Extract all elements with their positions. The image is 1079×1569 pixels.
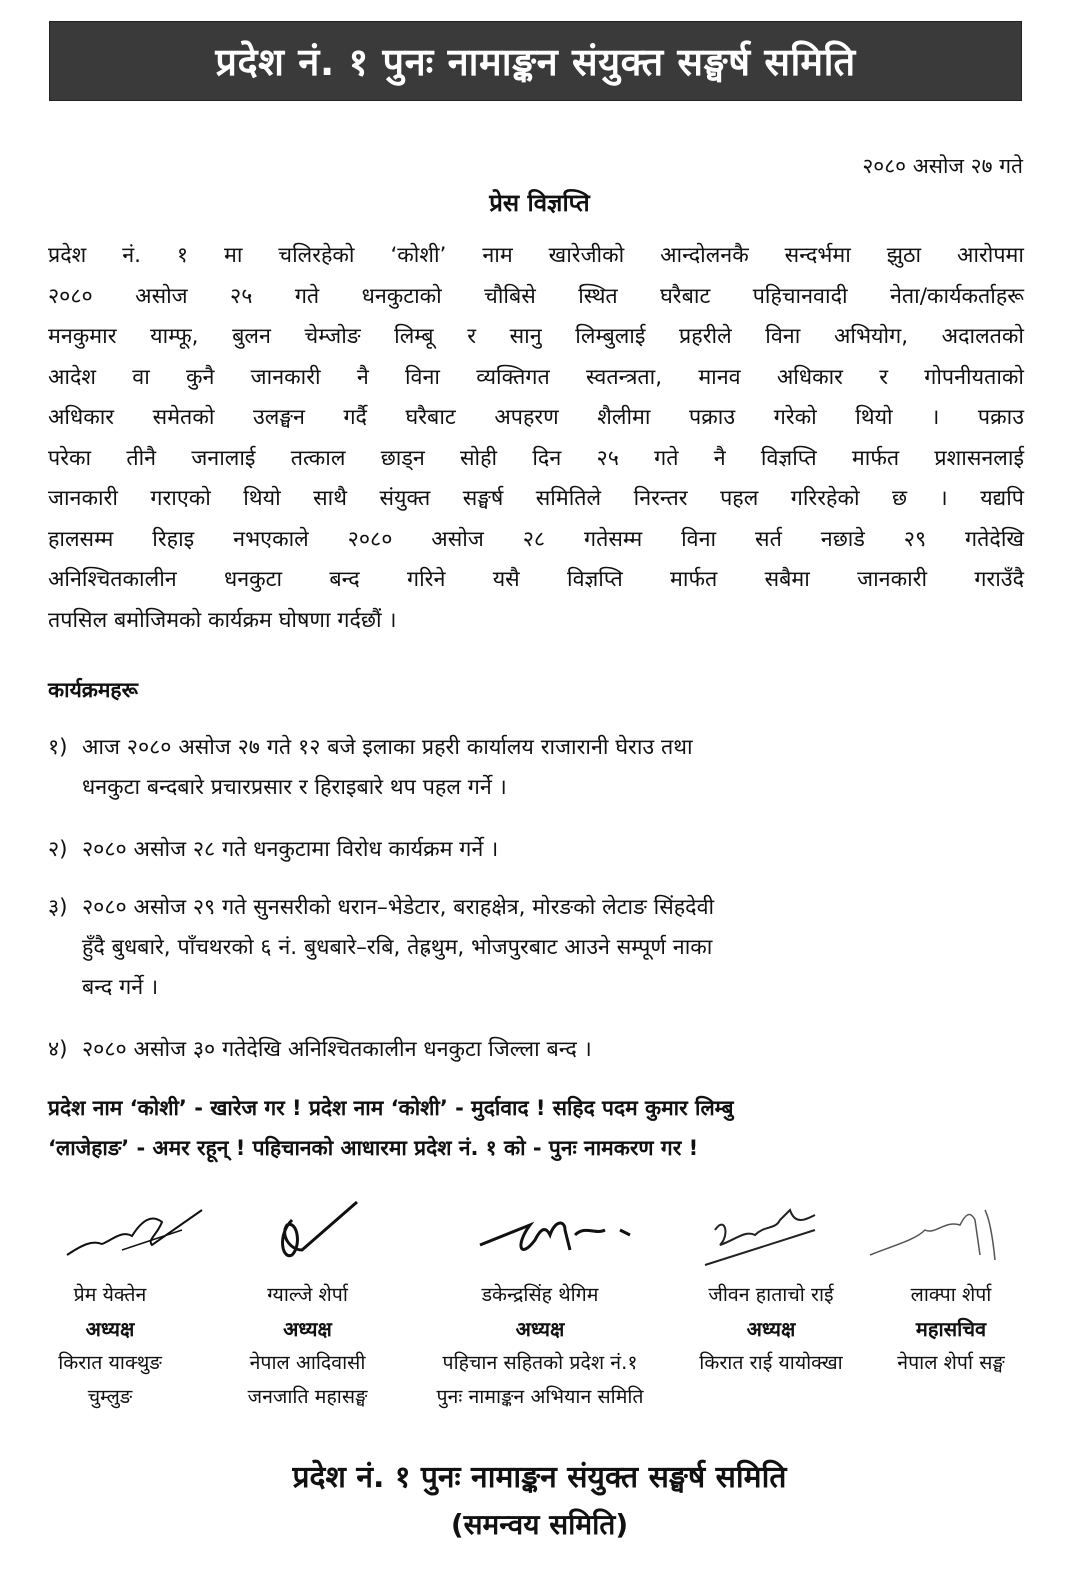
program-item <box>48 830 498 870</box>
program-line: बन्द गर्ने । <box>82 975 159 1000</box>
signatory-role: अध्यक्ष <box>283 1317 332 1341</box>
signatory-org: पुनः नामाङ्कन अभियान समिति <box>436 1385 644 1408</box>
signatory-name: ग्याल्जे शेर्पा <box>267 1283 348 1306</box>
body-line: जानकारी गराएको थियो साथै संयुक्त सङ्घर्ष समितिले निरन्तर पहल गरिरहेको छ । यद्यपि <box>48 486 1024 511</box>
body-line: परेका तीनै जनालाई तत्काल छाड्न सोही दिन २५ गते नै विज्ञप्ति मार्फत प्रशासनलाई <box>48 445 1024 471</box>
signatory <box>220 1278 395 1414</box>
slogan-line: ‘लाजेहाङ’ - अमर रहून् ! पहिचानको आधारमा प्रदेश नं. १ को - पुनः नामकरण गर ! <box>48 1136 699 1160</box>
signature-1 <box>62 1200 212 1270</box>
body-line: २०८० असोज २५ गते धनकुटाको चौबिसे स्थित घरैबाट पहिचानवादी नेता/कार्यकर्ताहरू <box>48 283 1024 309</box>
program-item <box>48 888 714 1008</box>
signature-2 <box>262 1200 372 1270</box>
signatory <box>866 1278 1036 1380</box>
programs-heading: कार्यक्रमहरू <box>48 678 138 702</box>
body-line: हालसम्म रिहाइ नभएकाले २०८० असोज २८ गतेसम्म विना सर्त नछाडे २९ गतेदेखि <box>48 526 1024 552</box>
signatory-org: जनजाति महासङ्घ <box>247 1385 368 1408</box>
signatory-org: पहिचान सहितको प्रदेश नं.१ <box>442 1351 638 1374</box>
signatory <box>35 1278 185 1414</box>
signatory-org: किरात राई यायोक्खा <box>699 1351 843 1374</box>
program-number: १) <box>48 735 68 760</box>
signature-3 <box>470 1200 640 1270</box>
body-line: अनिश्चितकालीन धनकुटा बन्द गरिने यसै विज्ञप्ति मार्फत सबैमा जानकारी गराउँदै <box>48 567 1024 592</box>
body-line: प्रदेश नं. १ मा चलिरहेको ‘कोशी’ नाम खारेजीको आन्दोलनकै सन्दर्भमा झुठा आरोपमा <box>48 243 1024 268</box>
program-number: ३) <box>48 895 68 920</box>
program-number: ४) <box>48 1037 68 1062</box>
signatory-role: अध्यक्ष <box>515 1317 565 1341</box>
signature-5 <box>865 1200 1005 1270</box>
program-line: २०८० असोज २९ गते सुनसरीको धरान–भेडेटार, बराहक्षेत्र, मोरङको लेटाङ सिंहदेवी <box>82 895 715 920</box>
program-line: आज २०८० असोज २७ गते १२ बजे इलाका प्रहरी कार्यालय राजारानी घेराउ तथा <box>82 735 693 760</box>
signatory-name: लाक्पा शेर्पा <box>910 1283 992 1306</box>
slogan-line: प्रदेश नाम ‘कोशी’ - खारेज गर ! प्रदेश नाम ‘कोशी’ - मुर्दावाद ! सहिद पदम कुमार लिम्बु <box>48 1096 734 1120</box>
signatory-name: प्रेम येक्तेन <box>73 1283 147 1306</box>
program-number: २) <box>48 837 68 862</box>
signatory <box>400 1278 680 1414</box>
press-release-title: प्रेस विज्ञप्ति <box>489 189 590 217</box>
program-line: हुँदै बुधबारे, पाँचथरको ६ नं. बुधबारे–रबि, तेह्रथुम, भोजपुरबाट आउने सम्पूर्ण नाका <box>82 935 713 960</box>
signature-4 <box>695 1200 825 1270</box>
program-line: २०८० असोज ३० गतेदेखि अनिश्चितकालीन धनकुटा जिल्ला बन्द । <box>82 1037 592 1062</box>
body-line: तपसिल बमोजिमको कार्यक्रम घोषणा गर्दछौं । <box>48 607 397 633</box>
signatory-org: चुम्लुङ <box>87 1385 133 1408</box>
body-line: मनकुमार याम्फू, बुलन चेम्जोङ लिम्बू र सानु लिम्बुलाई प्रहरीले विना अभियोग, अदालतको <box>48 324 1024 349</box>
signatory <box>676 1278 866 1380</box>
signatory-org: नेपाल आदिवासी <box>249 1351 366 1374</box>
body-line: आदेश वा कुनै जानकारी नै विना व्यक्तिगत स्वतन्त्रता, मानव अधिकार र गोपनीयताको <box>48 364 1024 390</box>
signatory-org: नेपाल शेर्पा सङ्घ <box>897 1351 1005 1374</box>
signatory-role: अध्यक्ष <box>746 1317 796 1341</box>
signatory-role: महासचिव <box>915 1317 987 1341</box>
program-item <box>48 1030 592 1070</box>
program-item <box>48 728 693 808</box>
header-banner <box>49 21 1022 101</box>
banner-title: प्रदेश नं. १ पुनः नामाङ्कन संयुक्त सङ्घर्ष समिति <box>215 40 856 84</box>
body-paragraph <box>48 236 1024 641</box>
signatory-org: किरात याक्थुङ <box>58 1351 162 1374</box>
program-line: धनकुटा बन्दबारे प्रचारप्रसार र हिराइबारे थप पहल गर्ने । <box>82 775 507 800</box>
signatory-role: अध्यक्ष <box>85 1317 135 1341</box>
body-line: अधिकार समेतको उलङ्घन गर्दै घरैबाट अपहरण शैलीमा पक्राउ गरेको थियो । पक्राउ <box>48 405 1024 430</box>
program-line: २०८० असोज २८ गते धनकुटामा विरोध कार्यक्रम गर्ने । <box>82 837 499 862</box>
footer-subtitle: (समन्वय समिति) <box>450 1508 629 1541</box>
signatory-name: डकेन्द्रसिंह थेगिम <box>481 1283 599 1306</box>
footer-title: प्रदेश नं. १ पुनः नामाङ्कन संयुक्त सङ्घर्ष समिति <box>292 1460 787 1495</box>
signatory-name: जीवन हाताचो राई <box>708 1283 834 1306</box>
document-date: २०८० असोज २७ गते <box>862 154 1023 178</box>
